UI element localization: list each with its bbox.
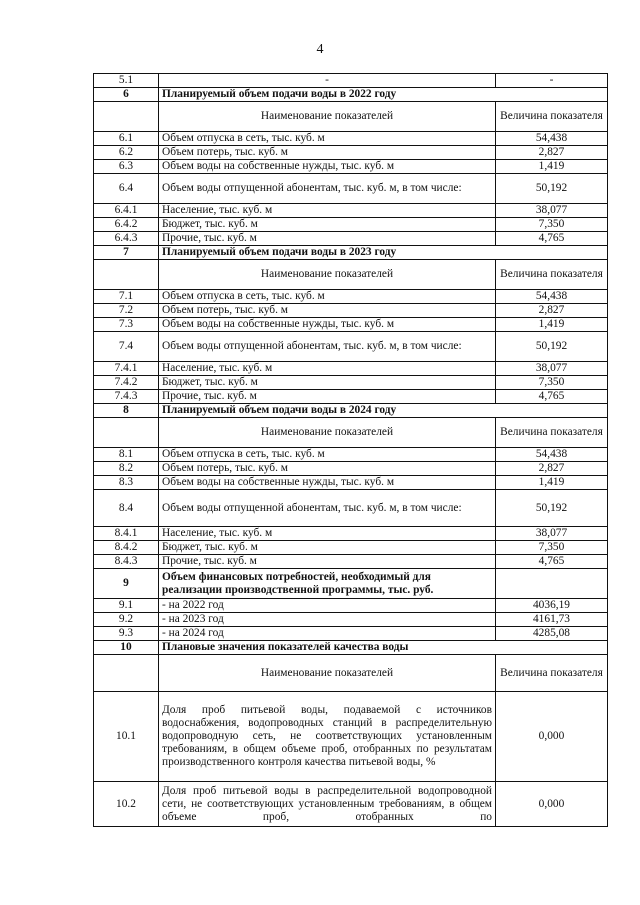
row-name: Население, тыс. куб. м <box>159 362 496 376</box>
table-row <box>94 613 608 627</box>
row-name: Прочие, тыс. куб. м <box>159 232 496 246</box>
row-name: Доля проб питьевой воды, подаваемой с источников водоснабжения, водопроводных станций в распределительную водопроводную сеть, не соответствующих установленным требованиям, в общем объеме проб, отобранных по результатам производственного контроля качества питьевой воды, % <box>159 692 496 782</box>
indicator-name-header: Наименование показателей <box>159 418 496 448</box>
row-number: 10.1 <box>94 692 159 782</box>
section-number: 7 <box>94 246 159 260</box>
row-value: 7,350 <box>496 541 608 555</box>
row-name: Объем отпуска в сеть, тыс. куб. м <box>159 132 496 146</box>
table-row <box>94 204 608 218</box>
row-value: 54,438 <box>496 290 608 304</box>
value-header: Величина показателя <box>496 418 608 448</box>
indicator-name-header: Наименование показателей <box>159 655 496 692</box>
row-number: 7.3 <box>94 318 159 332</box>
row-name: Бюджет, тыс. куб. м <box>159 541 496 555</box>
row-name: Объем отпуска в сеть, тыс. куб. м <box>159 448 496 462</box>
row-name: Прочие, тыс. куб. м <box>159 390 496 404</box>
section-header-row <box>94 641 608 655</box>
empty-cell <box>496 569 608 599</box>
row-number: 6.4.3 <box>94 232 159 246</box>
row-number: 9.1 <box>94 599 159 613</box>
row-number: 7.4.1 <box>94 362 159 376</box>
row-value: - <box>496 74 608 88</box>
row-name: Бюджет, тыс. куб. м <box>159 218 496 232</box>
row-value: 2,827 <box>496 462 608 476</box>
row-value: 7,350 <box>496 218 608 232</box>
section-number: 6 <box>94 88 159 102</box>
table-row <box>94 290 608 304</box>
row-name: Население, тыс. куб. м <box>159 204 496 218</box>
row-value: 4161,73 <box>496 613 608 627</box>
row-name: Объем воды отпущенной абонентам, тыс. куб. м, в том числе: <box>159 490 496 527</box>
row-number: 7.4.2 <box>94 376 159 390</box>
row-number: 7.4.3 <box>94 390 159 404</box>
table-row <box>94 160 608 174</box>
table-row <box>94 599 608 613</box>
row-name: Объем воды на собственные нужды, тыс. куб. м <box>159 476 496 490</box>
row-number: 6.4.2 <box>94 218 159 232</box>
table-row <box>94 174 608 204</box>
row-number: 6.4 <box>94 174 159 204</box>
row-number: 8.3 <box>94 476 159 490</box>
section-number: 10 <box>94 641 159 655</box>
column-header-row <box>94 418 608 448</box>
table-row <box>94 448 608 462</box>
row-number: 9.2 <box>94 613 159 627</box>
indicator-name-header: Наименование показателей <box>159 102 496 132</box>
row-value: 54,438 <box>496 448 608 462</box>
row-name: Объем потерь, тыс. куб. м <box>159 462 496 476</box>
row-value: 4,765 <box>496 555 608 569</box>
column-header-row <box>94 655 608 692</box>
table-row <box>94 232 608 246</box>
indicator-name-header: Наименование показателей <box>159 260 496 290</box>
row-name: Объем воды на собственные нужды, тыс. куб. м <box>159 160 496 174</box>
row-number: 9.3 <box>94 627 159 641</box>
row-name: - на 2024 год <box>159 627 496 641</box>
row-name: Объем воды отпущенной абонентам, тыс. куб. м, в том числе: <box>159 174 496 204</box>
value-header: Величина показателя <box>496 655 608 692</box>
section-number: 8 <box>94 404 159 418</box>
page-number: 4 <box>316 42 324 57</box>
table-row <box>94 132 608 146</box>
production-program-table <box>93 73 608 827</box>
column-header-row <box>94 260 608 290</box>
table-row <box>94 541 608 555</box>
row-value: 50,192 <box>496 490 608 527</box>
value-header: Величина показателя <box>496 102 608 132</box>
table-row <box>94 74 608 88</box>
table-row <box>94 527 608 541</box>
value-header: Величина показателя <box>496 260 608 290</box>
row-name: - на 2023 год <box>159 613 496 627</box>
section-header-row <box>94 404 608 418</box>
row-number: 6.4.1 <box>94 204 159 218</box>
row-number: 7.4 <box>94 332 159 362</box>
row-name: Прочие, тыс. куб. м <box>159 555 496 569</box>
row-number: 7.1 <box>94 290 159 304</box>
row-name: Объем отпуска в сеть, тыс. куб. м <box>159 290 496 304</box>
table-row <box>94 490 608 527</box>
table-row <box>94 476 608 490</box>
row-number: 8.2 <box>94 462 159 476</box>
table-row <box>94 318 608 332</box>
row-value: 54,438 <box>496 132 608 146</box>
row-name: - на 2022 год <box>159 599 496 613</box>
row-value: 38,077 <box>496 527 608 541</box>
row-value: 38,077 <box>496 362 608 376</box>
column-header-row <box>94 102 608 132</box>
row-name: Объем потерь, тыс. куб. м <box>159 146 496 160</box>
table-row <box>94 376 608 390</box>
row-name: Объем воды на собственные нужды, тыс. куб. м <box>159 318 496 332</box>
row-value: 0,000 <box>496 692 608 782</box>
row-name: - <box>159 74 496 88</box>
row-value: 1,419 <box>496 160 608 174</box>
row-value: 1,419 <box>496 318 608 332</box>
row-value: 4,765 <box>496 390 608 404</box>
section-header-row <box>94 569 608 599</box>
row-value: 50,192 <box>496 174 608 204</box>
table-row <box>94 332 608 362</box>
row-value: 4285,08 <box>496 627 608 641</box>
section-title: Плановые значения показателей качества воды <box>159 641 608 655</box>
section-title: Объем финансовых потребностей, необходимый для реализации производственной программы, тыс. руб. <box>159 569 496 599</box>
row-number: 8.4.2 <box>94 541 159 555</box>
row-name: Объем потерь, тыс. куб. м <box>159 304 496 318</box>
row-name: Объем воды отпущенной абонентам, тыс. куб. м, в том числе: <box>159 332 496 362</box>
section-title: Планируемый объем подачи воды в 2024 году <box>159 404 608 418</box>
empty-cell <box>94 418 159 448</box>
table-row <box>94 782 608 827</box>
row-name: Население, тыс. куб. м <box>159 527 496 541</box>
table-row <box>94 627 608 641</box>
table-row <box>94 362 608 376</box>
row-value: 2,827 <box>496 304 608 318</box>
row-number: 5.1 <box>94 74 159 88</box>
row-name: Бюджет, тыс. куб. м <box>159 376 496 390</box>
table-row <box>94 555 608 569</box>
table-row <box>94 304 608 318</box>
row-number: 7.2 <box>94 304 159 318</box>
table-row <box>94 462 608 476</box>
table-row <box>94 692 608 782</box>
row-value: 7,350 <box>496 376 608 390</box>
row-number: 8.4.1 <box>94 527 159 541</box>
empty-cell <box>94 260 159 290</box>
row-value: 2,827 <box>496 146 608 160</box>
section-title: Планируемый объем подачи воды в 2022 году <box>159 88 608 102</box>
row-number: 10.2 <box>94 782 159 827</box>
section-header-row <box>94 88 608 102</box>
row-number: 6.3 <box>94 160 159 174</box>
row-number: 8.1 <box>94 448 159 462</box>
empty-cell <box>94 655 159 692</box>
row-value: 4036,19 <box>496 599 608 613</box>
section-number: 9 <box>94 569 159 599</box>
section-title: Планируемый объем подачи воды в 2023 году <box>159 246 608 260</box>
row-number: 8.4 <box>94 490 159 527</box>
table-row <box>94 218 608 232</box>
row-value: 1,419 <box>496 476 608 490</box>
section-header-row <box>94 246 608 260</box>
row-value: 0,000 <box>496 782 608 827</box>
row-value: 38,077 <box>496 204 608 218</box>
row-number: 8.4.3 <box>94 555 159 569</box>
empty-cell <box>94 102 159 132</box>
row-value: 4,765 <box>496 232 608 246</box>
table-row <box>94 146 608 160</box>
table-row <box>94 390 608 404</box>
row-number: 6.1 <box>94 132 159 146</box>
row-name: Доля проб питьевой воды в распределительной водопроводной сети, не соответствующих установленным требованиям, в общем объеме проб, отобранных по <box>159 782 496 827</box>
row-number: 6.2 <box>94 146 159 160</box>
row-value: 50,192 <box>496 332 608 362</box>
